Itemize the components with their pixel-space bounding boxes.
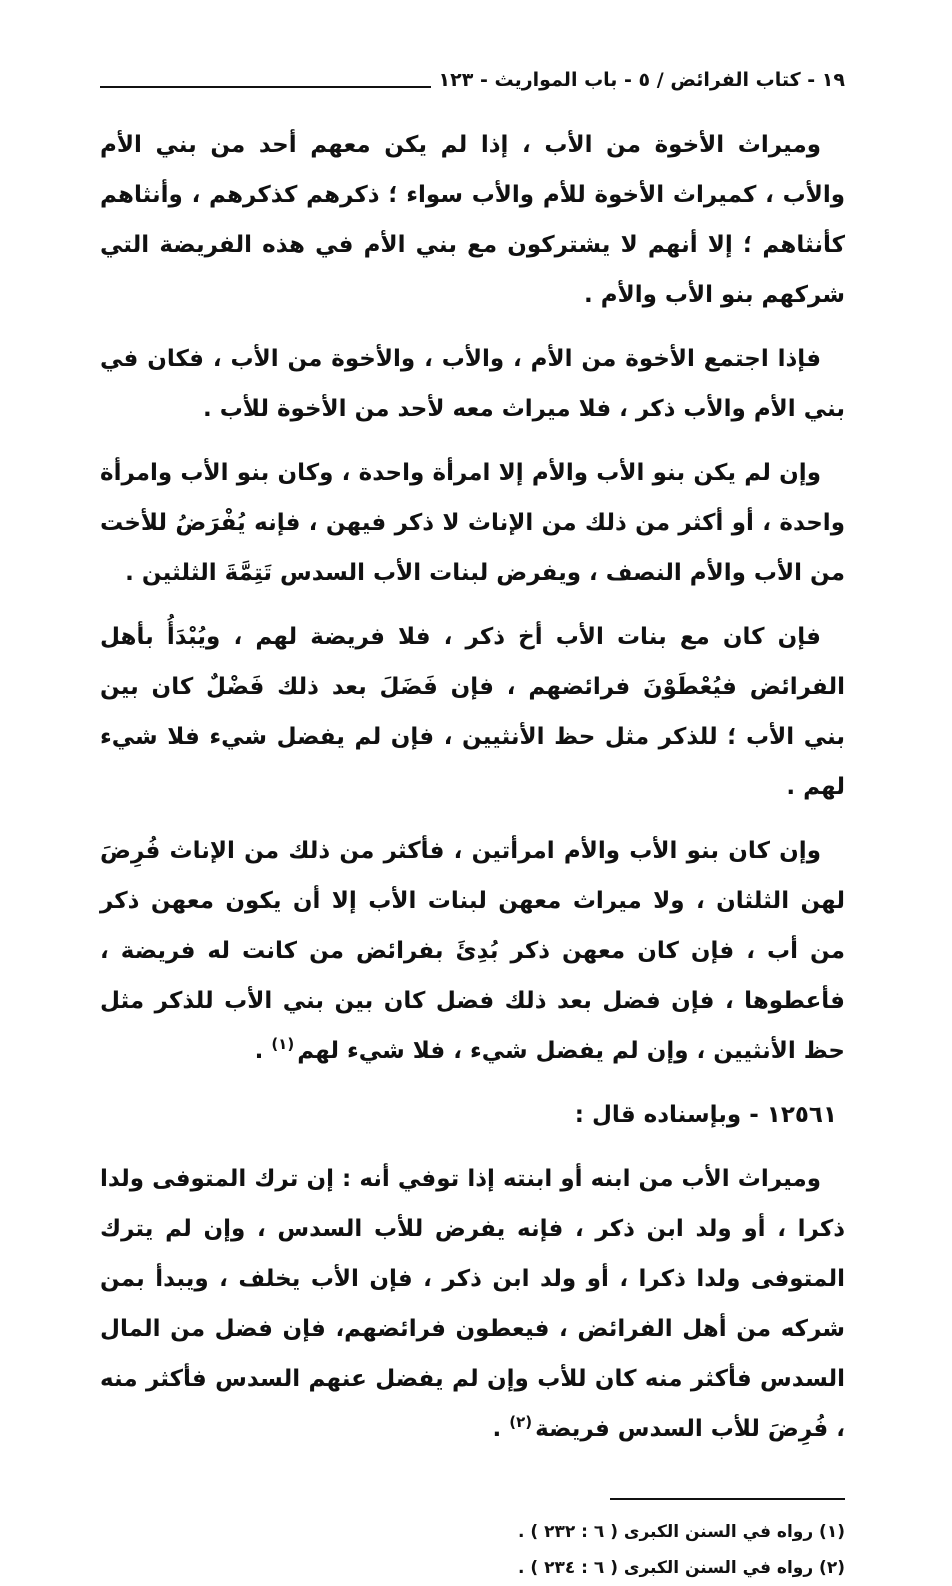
hadith-heading: ١٢٥٦١ - وبإسناده قال :: [574, 1102, 837, 1128]
footnote-ref: (٢): [509, 1413, 533, 1432]
paragraph: [100, 826, 845, 1076]
main-text: [100, 120, 845, 1454]
footnote: (٢) رواه في السنن الكبرى ( ٦ : ٢٣٤ ) .: [518, 1558, 845, 1578]
header-text: ١٩ - كتاب الفرائض / ٥ - باب المواريث - ١٢٣: [438, 69, 845, 91]
footnote: (١) رواه في السنن الكبرى ( ٦ : ٢٣٢ ) .: [518, 1522, 845, 1542]
footnote-ref: (١): [271, 1035, 295, 1054]
paragraph-text: وإن كان بنو الأب والأم امرأتين ، فأكثر من ذلك من الإناث فُرِضَ لهن الثلثان ، ولا ميراث معهن لبنات الأب إلا أن يكون معهن ذكر من أب ، فإن كان معهن ذكر بُدِئَ بفرائض من كانت له فريضة ، فأعطوها ، فإن فضل بعد ذلك فضل كان بين بني الأب للذكر مثل حظ الأنثيين ، وإن لم يفضل شيء ، فلا شيء لهم: [100, 838, 845, 1064]
running-header: [100, 60, 845, 100]
header-rule: [100, 86, 431, 88]
book-page: [100, 60, 845, 1578]
paragraph: وإن لم يكن بنو الأب والأم إلا امرأة واحدة ، وكان بنو الأب وامرأة واحدة ، أو أكثر من ذلك من الإناث لا ذكر فيهن ، فإنه يُفْرَضُ للأخت من الأب والأم النصف ، ويفرض لبنات الأب السدس تَتِمَّةَ الثلثين .: [100, 460, 845, 586]
paragraph-end: .: [254, 1038, 272, 1064]
paragraph: فإن كان مع بنات الأب أخ ذكر ، فلا فريضة لهم ، ويُبْدَأُ بأهل الفرائض فيُعْطَوْنَ فرائضهم ، فإن فَضَلَ بعد ذلك فَضْلٌ كان بين بني الأب ؛ للذكر مثل حظ الأنثيين ، فإن لم يفضل شيء فلا شيء لهم .: [100, 624, 845, 800]
footnote-rule: [610, 1498, 845, 1500]
paragraph-end: .: [492, 1416, 510, 1442]
paragraph: فإذا اجتمع الأخوة من الأم ، والأب ، والأخوة من الأب ، فكان في بني الأم والأب ذكر ، فلا ميراث معه لأحد من الأخوة للأب .: [100, 346, 845, 422]
paragraph: وميراث الأخوة من الأب ، إذا لم يكن معهم أحد من بني الأم والأب ، كميراث الأخوة للأم والأب سواء ؛ ذكرهم كذكرهم ، وأنثاهم كأنثاهم ؛ إلا أنهم لا يشتركون مع بني الأم في هذه الفريضة التي شركهم بنو الأب والأم .: [100, 132, 845, 308]
footnotes: [100, 1514, 845, 1586]
paragraph-text: وميراث الأب من ابنه أو ابنته إذا توفي أنه : إن ترك المتوفى ولدا ذكرا ، أو ولد ابن ذكر ، فإنه يفرض للأب السدس ، وإن لم يترك المتوفى ولدا ذكرا ، أو ولد ابن ذكر ، فإن الأب يخلف ، ويبدأ بمن شركه من أهل الفرائض ، فيعطون فرائضهم، فإن فضل من المال السدس فأكثر منه كان للأب وإن لم يفضل عنهم السدس فأكثر منه ، فُرِضَ للأب السدس فريضة: [100, 1166, 845, 1442]
paragraph: [100, 1154, 845, 1454]
